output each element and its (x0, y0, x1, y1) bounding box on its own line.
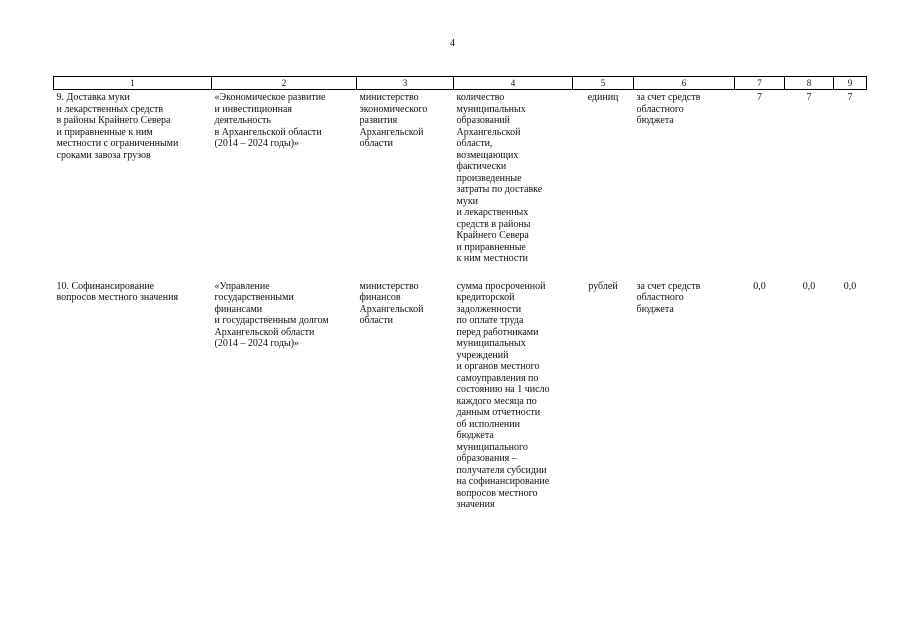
activity-cell: 10. Софинансирование вопросов местного значения (56, 280, 179, 303)
column-header-2: 2 (212, 77, 357, 90)
value-col8-cell: 0,0 (802, 280, 816, 292)
column-header-9: 9 (834, 77, 867, 90)
column-header-1: 1 (54, 77, 212, 90)
column-header-3: 3 (357, 77, 454, 90)
unit-cell: единиц (587, 92, 619, 103)
activity-cell: 9. Доставка муки и лекарственных средств в районы Крайнего Севера и приравненные к ним местности с ограниченными сроками завоза грузов (56, 92, 179, 161)
value-col9-cell: 7 (847, 92, 853, 103)
column-header-8: 8 (785, 77, 834, 90)
value-col9-cell: 0,0 (843, 280, 857, 292)
funding-source-cell: за счет средств областного бюджета (636, 280, 701, 315)
funding-source-cell: за счет средств областного бюджета (636, 92, 701, 126)
column-header-6: 6 (634, 77, 735, 90)
program-cell: «Экономическое развитие и инвестиционная деятельность в Архангельской области (2014 – 2024 годы)» (214, 92, 326, 149)
header-row (54, 77, 867, 90)
indicator-cell: количество муниципальных образований Архангельской области, возмещающих фактически произведенные затраты по доставке муки и лекарственных средств в районы Крайнего Севера и приравненные к ним местности (456, 92, 543, 264)
indicator-cell: сумма просроченной кредиторской задолженности по оплате труда перед работниками муниципальных учреждений и органов местного самоуправления по состоянию на 1 число каждого месяца по данным отчетности об исполнении бюджета муниципального образования – получателя субсидии на софинансирование вопросов местного значения (456, 280, 550, 510)
value-col7-cell: 0,0 (753, 280, 766, 292)
table-row (54, 90, 867, 279)
ministry-cell: министерство экономического развития Архангельской области (359, 92, 428, 149)
indicators-table (53, 76, 867, 525)
column-header-4: 4 (454, 77, 573, 90)
column-header-7: 7 (735, 77, 785, 90)
column-header-5: 5 (573, 77, 634, 90)
program-cell: «Управление государственными финансами и государственным долгом Архангельской области (2014 – 2024 годы)» (214, 280, 329, 349)
value-col8-cell: 7 (806, 92, 812, 103)
value-col7-cell: 7 (757, 92, 762, 103)
page-number: 4 (450, 38, 455, 49)
unit-cell: рублей (588, 280, 618, 292)
table-row (54, 279, 867, 525)
ministry-cell: министерство финансов Архангельской области (359, 280, 424, 326)
